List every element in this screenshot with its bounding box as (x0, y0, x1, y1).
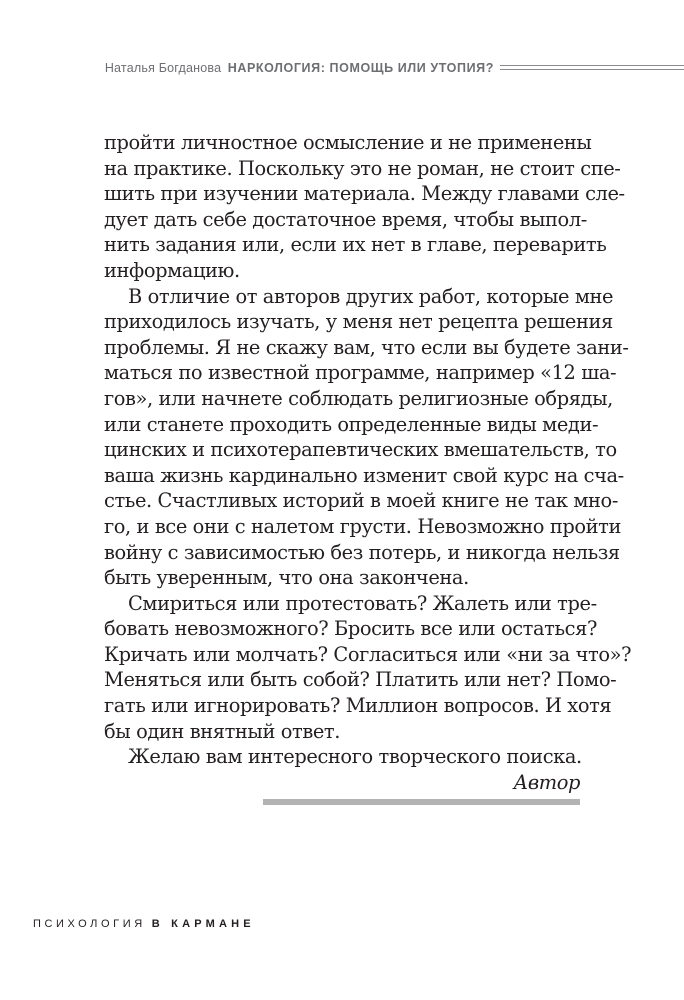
text-line: проблемы. Я не скажу вам, что если вы будете зани- (104, 335, 629, 359)
series-name-part2: В КАРМАНЕ (151, 918, 255, 930)
text-line: цинских и психотерапевтических вмешательств, то (104, 438, 617, 462)
author-signature: Автор (513, 770, 580, 794)
text-line: нить задания или, если их нет в главе, переварить (104, 233, 607, 257)
text-line: шить при изучении материала. Между главами сле- (104, 182, 625, 206)
paragraph-first-line: Желаю вам интересного творческого поиска. (128, 745, 582, 769)
text-line: Кричать или молчать? Согласиться или «ни за что»? (104, 642, 632, 666)
header-book-title: НАРКОЛОГИЯ: ПОМОЩЬ ИЛИ УТОПИЯ? (227, 61, 494, 75)
text-line: на практике. Поскольку это не роман, не стоит спе- (104, 156, 621, 180)
text-line: бовать невозможного? Бросить все или остаться? (104, 617, 597, 641)
text-line: или станете проходить определенные виды меди- (104, 412, 599, 436)
text-line: гать или игнорировать? Миллион вопросов. И хотя (104, 694, 612, 718)
header-rule-bottom (500, 69, 684, 70)
text-line: войну с зависимостью без потерь, и никогда нельзя (104, 540, 620, 564)
header-double-rule (500, 65, 684, 71)
text-line: информацию. (104, 258, 240, 282)
series-name-part1: ПСИХОЛОГИЯ (33, 918, 146, 930)
header-author: Наталья Богданова (104, 61, 222, 75)
text-line: дует дать себе достаточное время, чтобы выпол- (104, 207, 587, 231)
text-line: го, и все они с налетом грусти. Невозможно пройти (104, 514, 622, 538)
text-line: бы один внятный ответ. (104, 719, 341, 743)
section-end-rule (263, 799, 580, 805)
paragraph-first-line: Смириться или протестовать? Жалеть или тре- (128, 591, 597, 615)
running-header (0, 58, 684, 78)
text-line: Меняться или быть собой? Платить или нет? Помо- (104, 668, 617, 692)
running-header-text (105, 58, 494, 78)
text-line: ваша жизнь кардинально изменит свой курс на сча- (104, 463, 624, 487)
text-line: маться по известной программе, например «12 ша- (104, 361, 617, 385)
page-body (104, 130, 632, 795)
series-footer (33, 916, 255, 932)
text-line: быть уверенным, что она закончена. (104, 566, 469, 590)
text-line: гов», или начнете соблюдать религиозные обряды, (104, 386, 613, 410)
text-line: приходилось изучать, у меня нет рецепта решения (104, 310, 613, 334)
header-rule-top (500, 65, 684, 66)
text-line: пройти личностное осмысление и не применены (104, 131, 592, 154)
paragraph-first-line: В отличие от авторов других работ, которые мне (128, 284, 614, 308)
text-line: стье. Счастливых историй в моей книге не так мно- (104, 489, 618, 513)
